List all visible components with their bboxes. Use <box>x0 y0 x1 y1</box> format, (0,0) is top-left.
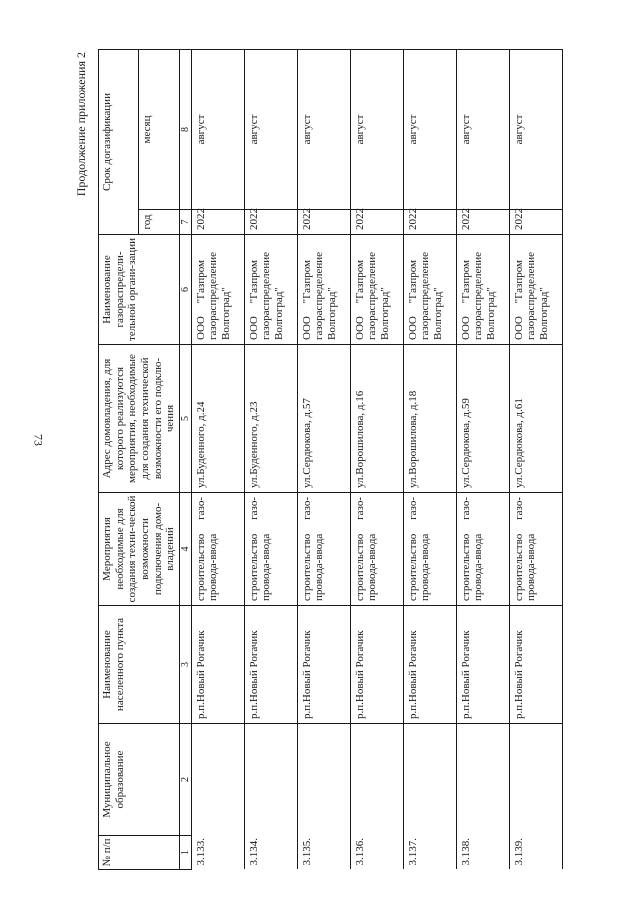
year-cell: 2022 <box>509 210 562 235</box>
measure-cell: строительство газо-провода-ввода <box>350 493 403 606</box>
municipality-cell <box>244 724 297 836</box>
measure-cell: строительство газо-провода-ввода <box>509 493 562 606</box>
year-cell: 2022 <box>350 210 403 235</box>
table-row <box>403 49 456 869</box>
column-number-row <box>179 49 191 869</box>
measure-cell: строительство газо-провода-ввода <box>403 493 456 606</box>
appendix-title: Продолжение приложения 2 <box>74 52 88 197</box>
month-cell: август <box>191 49 244 209</box>
header-measures: Мероприятия необходимые для создания техни-ческой возможности подключения домо-владений <box>99 493 180 606</box>
header-year: год <box>139 210 179 235</box>
address-cell: ул.Ворошилова, д.16 <box>350 345 403 493</box>
table-row <box>297 49 350 869</box>
column-number: 7 <box>179 210 191 235</box>
org-cell: ООО "Газпром газораспределение Волгоград" <box>509 235 562 345</box>
header-deadline: Срок догазификации <box>99 49 139 234</box>
header-address: Адрес домовладения, для которого реализуются мероприятия, необходимые для создания технической возможности его подклю-чения <box>99 345 180 493</box>
org-cell: ООО "Газпром газораспределение Волгоград" <box>244 235 297 345</box>
municipality-cell <box>191 724 244 836</box>
municipality-cell <box>509 724 562 836</box>
settlement-cell: р.п.Новый Рогачик <box>350 606 403 724</box>
year-cell: 2022 <box>297 210 350 235</box>
measure-cell: строительство газо-провода-ввода <box>456 493 509 606</box>
header-municipality: Муниципальное образование <box>99 724 180 836</box>
row-number: 3.138. <box>456 836 509 870</box>
settlement-cell: р.п.Новый Рогачик <box>403 606 456 724</box>
measure-cell: строительство газо-провода-ввода <box>191 493 244 606</box>
rotated-page <box>74 50 622 870</box>
org-cell: ООО "Газпром газораспределение Волгоград" <box>350 235 403 345</box>
month-cell: август <box>509 49 562 209</box>
year-cell: 2022 <box>403 210 456 235</box>
org-cell: ООО "Газпром газораспределение Волгоград" <box>191 235 244 345</box>
month-cell: август <box>456 49 509 209</box>
column-number: 1 <box>179 836 191 870</box>
row-number: 3.135. <box>297 836 350 870</box>
address-cell: ул.Буденного, д.24 <box>191 345 244 493</box>
row-number: 3.137. <box>403 836 456 870</box>
year-cell: 2022 <box>244 210 297 235</box>
page-number: 73 <box>31 434 46 446</box>
header-org: Наименование газораспредели-тельной органи-зации <box>99 235 180 345</box>
column-number: 8 <box>179 49 191 209</box>
year-cell: 2022 <box>456 210 509 235</box>
address-cell: ул.Сердюкова, д.61 <box>509 345 562 493</box>
column-number: 6 <box>179 235 191 345</box>
table-row <box>191 49 244 869</box>
address-cell: ул.Буденного, д.23 <box>244 345 297 493</box>
address-cell: ул.Сердюкова, д.57 <box>297 345 350 493</box>
org-cell: ООО "Газпром газораспределение Волгоград" <box>297 235 350 345</box>
municipality-cell <box>456 724 509 836</box>
row-number: 3.134. <box>244 836 297 870</box>
measure-cell: строительство газо-провода-ввода <box>297 493 350 606</box>
month-cell: август <box>350 49 403 209</box>
column-number: 3 <box>179 606 191 724</box>
header-num: № п/п <box>99 836 180 870</box>
municipality-cell <box>350 724 403 836</box>
table-row <box>350 49 403 869</box>
column-number: 2 <box>179 724 191 836</box>
table-row <box>456 49 509 869</box>
table-row <box>509 49 562 869</box>
settlement-cell: р.п.Новый Рогачик <box>297 606 350 724</box>
measure-cell: строительство газо-провода-ввода <box>244 493 297 606</box>
header-settlement: Наименование населенного пункта <box>99 606 180 724</box>
header-row <box>99 49 139 869</box>
settlement-cell: р.п.Новый Рогачик <box>456 606 509 724</box>
month-cell: август <box>244 49 297 209</box>
municipality-cell <box>403 724 456 836</box>
settlement-cell: р.п.Новый Рогачик <box>509 606 562 724</box>
settlement-cell: р.п.Новый Рогачик <box>191 606 244 724</box>
row-number: 3.136. <box>350 836 403 870</box>
row-number: 3.133. <box>191 836 244 870</box>
month-cell: август <box>403 49 456 209</box>
row-number: 3.139. <box>509 836 562 870</box>
org-cell: ООО "Газпром газораспределение Волгоград" <box>403 235 456 345</box>
org-cell: ООО "Газпром газораспределение Волгоград" <box>456 235 509 345</box>
address-cell: ул.Сердюкова, д.59 <box>456 345 509 493</box>
column-number: 4 <box>179 493 191 606</box>
month-cell: август <box>297 49 350 209</box>
municipality-cell <box>297 724 350 836</box>
gasification-table <box>98 49 563 870</box>
column-number: 5 <box>179 345 191 493</box>
settlement-cell: р.п.Новый Рогачик <box>244 606 297 724</box>
header-month: месяц <box>139 49 179 209</box>
table-row <box>244 49 297 869</box>
address-cell: ул.Ворошилова, д.18 <box>403 345 456 493</box>
year-cell: 2022 <box>191 210 244 235</box>
